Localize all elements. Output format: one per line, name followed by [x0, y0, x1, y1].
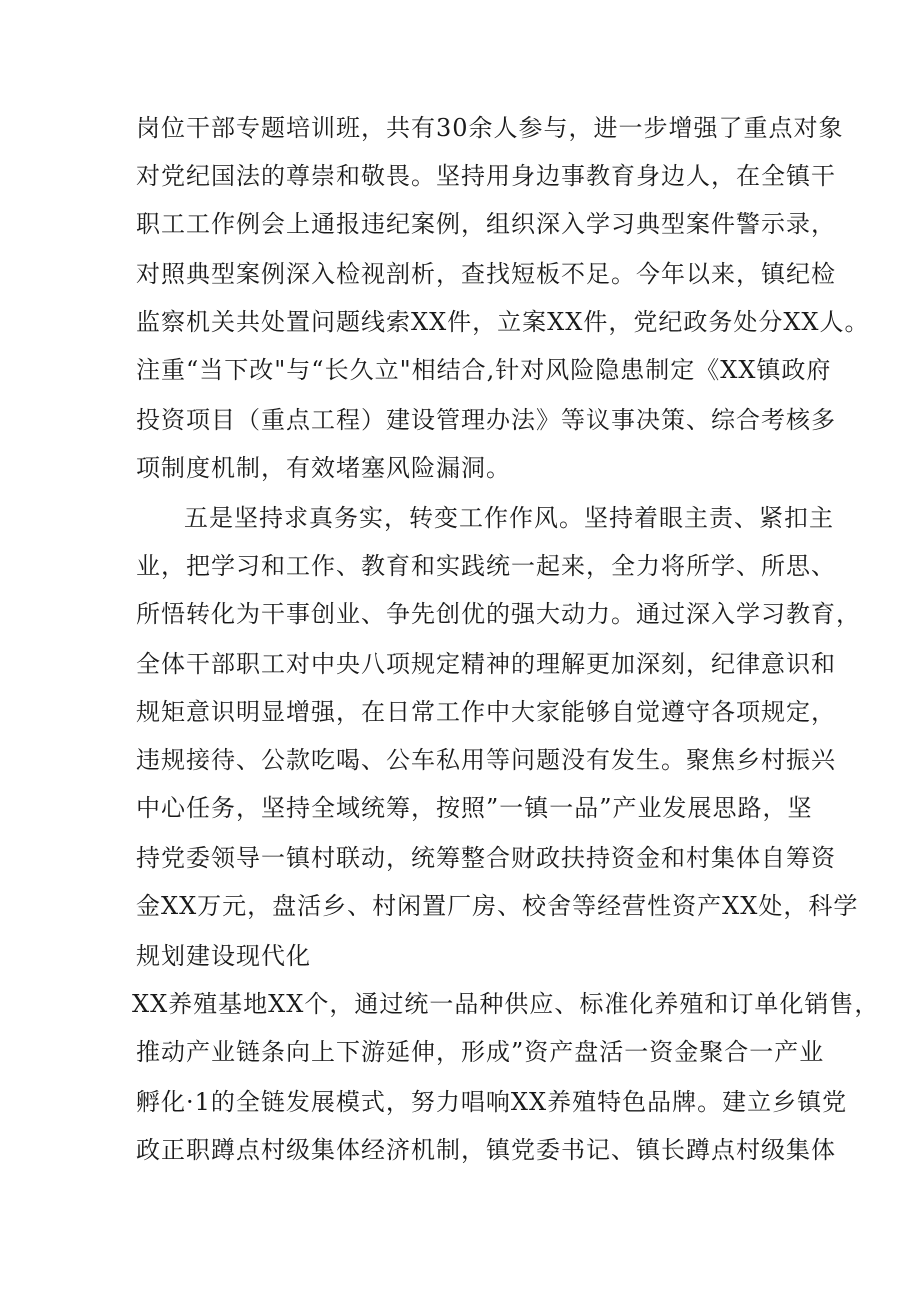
text-line-5: 监察机关共处置问题线索XX件，立案XX件，党纪政务处分XX人。 [136, 308, 870, 336]
text-line-11: 所悟转化为干事创业、争先创优的强大动力。通过深入学习教育， [136, 600, 861, 628]
text-line-15: 中心任务，坚持全域统筹，按照”一镇一品”产业发展思路，坚 [136, 794, 813, 822]
text-line-22: 政正职蹲点村级集体经济机制，镇党委书记、镇长蹲点村级集体 [136, 1136, 836, 1164]
paragraph-heading-line: 五是坚持求真务实，转变工作作风。坚持着眼主责、紧扣主 [184, 504, 834, 532]
text-line-3: 职工工作例会上通报违纪案例，组织深入学习典型案件警示录， [136, 210, 836, 238]
text-line-18: 规划建设现代化 [136, 942, 311, 970]
text-line-1: 岗位干部专题培训班，共有30余人参与，进一步增强了重点对象 [136, 114, 844, 142]
text-line-20: 推动产业链条向上下游延伸，形成”资产盘活一资金聚合一产业 [136, 1038, 825, 1066]
text-line-10: 业，把学习和工作、教育和实践统一起来，全力将所学、所思、 [136, 552, 836, 580]
text-line-14: 违规接待、公款吃喝、公车私用等问题没有发生。聚焦乡村振兴 [136, 746, 836, 774]
text-line-6: 注重“当下改"与“长久立"相结合,针对风险隐患制定《XX镇政府 [136, 356, 832, 384]
text-line-4: 对照典型案例深入检视剖析，查找短板不足。今年以来，镇纪检 [136, 260, 836, 288]
text-line-21: 孵化·1的全链发展模式，努力唱响XX养殖特色品牌。建立乡镇党 [136, 1088, 848, 1116]
text-line-2: 对党纪国法的尊崇和敬畏。坚持用身边事教育身边人，在全镇干 [136, 162, 836, 190]
text-line-13: 规矩意识明显增强，在日常工作中大家能够自觉遵守各项规定， [136, 698, 836, 726]
text-line-7: 投资项目（重点工程）建设管理办法》等议事决策、综合考核多 [136, 406, 836, 434]
text-line-19: XX养殖基地XX个，通过统一品种供应、标准化养殖和订单化销售， [132, 990, 880, 1018]
text-line-8: 项制度机制，有效堵塞风险漏洞。 [136, 454, 511, 482]
text-line-12: 全体干部职工对中央八项规定精神的理解更加深刻，纪律意识和 [136, 650, 836, 678]
text-line-16: 持党委领导一镇村联动，统筹整合财政扶持资金和村集体自筹资 [136, 844, 836, 872]
text-line-17: 金XX万元，盘活乡、村闲置厂房、校舍等经营性资产XX处，科学 [136, 892, 859, 920]
